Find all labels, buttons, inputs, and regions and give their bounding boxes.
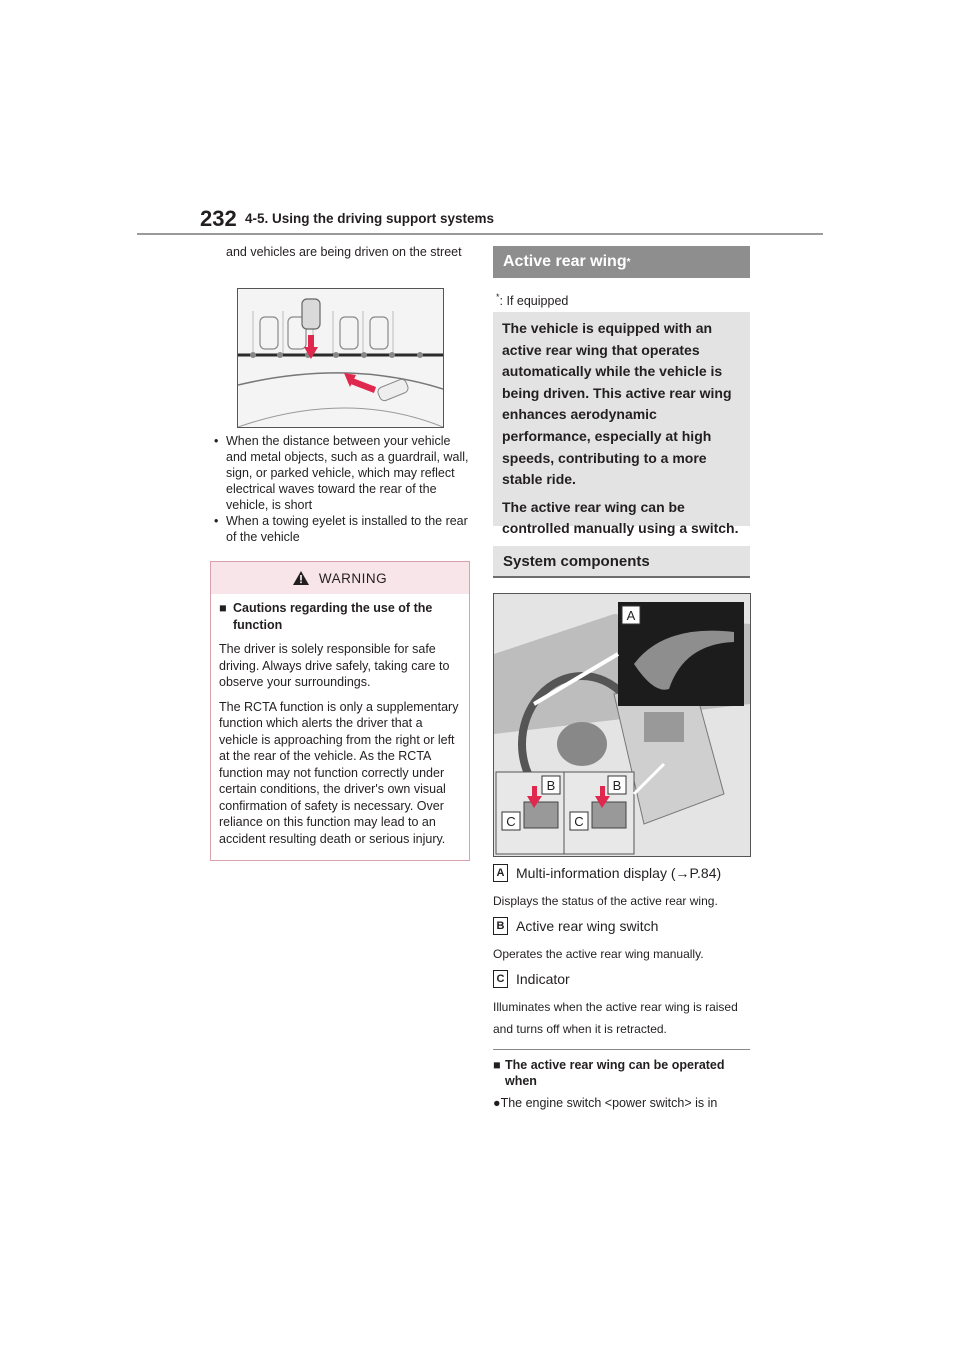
warning-triangle-icon <box>293 571 309 585</box>
header-divider <box>137 233 823 235</box>
page-number: 232 <box>200 206 237 231</box>
callout-c: C <box>506 814 516 829</box>
component-item-b: B Active rear wing switch Operates the active rear wing manually. <box>493 918 704 961</box>
callout-a: A <box>626 608 636 623</box>
warning-paragraph: The driver is solely responsible for safe driving. Always drive safely, taking care to observe your surroundings. <box>219 642 450 689</box>
intro-box <box>493 312 750 537</box>
continued-text: and vehicles are being driven on the street <box>226 245 462 259</box>
warning-subtitle: ■ Cautions regarding the use of the function <box>219 601 433 632</box>
dashboard-diagram <box>494 594 750 856</box>
warning-title: WARNING <box>318 570 388 586</box>
bullet-item: • When a towing eyelet is installed to the rear of the vehicle <box>214 514 468 544</box>
intro-paragraph: The vehicle is equipped with an active rear wing that operates automatically while the vehicle is being driven. This active rear wing enhances aerodynamic performance, especially at high speeds, contributing to a more stable ride. <box>502 320 732 488</box>
condition-bullets <box>214 433 470 545</box>
system-components-illustration <box>493 593 751 857</box>
callout-b: B <box>612 778 622 793</box>
letter-badge: B <box>493 917 508 935</box>
if-equipped-note: *: If equipped <box>496 292 569 309</box>
warning-header <box>211 562 469 594</box>
circle-bullet-icon: ● <box>493 1096 501 1110</box>
note-heading: ■ The active rear wing can be operated when <box>493 1058 725 1088</box>
component-item-a: A Multi-information display (→P.84) Displays the status of the active rear wing. <box>493 865 722 908</box>
warning-box <box>210 561 470 861</box>
callout-c: C <box>574 814 584 829</box>
square-bullet-icon: ■ <box>219 601 227 615</box>
letter-badge: A <box>493 864 508 882</box>
section-heading-active-rear-wing: Active rear wing * <box>493 246 750 278</box>
note-bullet: ●The engine switch <power switch> is in <box>493 1096 718 1110</box>
square-bullet-icon: ■ <box>493 1058 501 1072</box>
section-heading-system-components: System components <box>493 546 750 578</box>
note-divider <box>493 1049 750 1050</box>
component-item-c: C Indicator Illuminates when the active rear wing is raised and turns off when it is retracted. <box>493 971 738 1036</box>
section-title: 4-5. Using the driving support systems <box>245 211 495 226</box>
letter-badge: C <box>493 970 508 988</box>
rcta-illustration <box>237 288 444 428</box>
intro-paragraph: The active rear wing can be controlled manually using a switch. <box>502 498 739 537</box>
bullet-item: • When the distance between your vehicle and metal objects, such as a guardrail, wall, sign, or parked vehicle, which may reflect electrical waves toward the rear of the vehicle, is short <box>214 434 469 512</box>
warning-paragraph: The RCTA function is only a supplementary function which alerts the driver that a vehicle is approaching from the right or left at the rear of the vehicle. As the RCTA function may not function correctly under certain conditions, the driver's own visual confirmation of safety is necessary. Over reliance on this function may lead to an accident resulting death or serious injury. <box>219 699 459 846</box>
parking-lot-diagram <box>238 289 443 427</box>
callout-b: B <box>546 778 556 793</box>
